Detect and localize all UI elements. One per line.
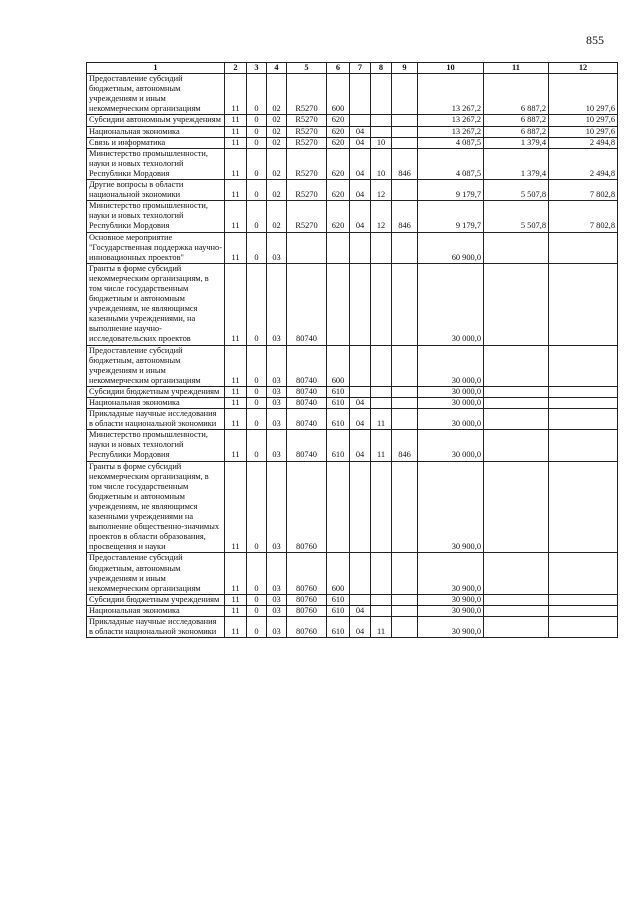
amount-col-11: 6 887,2 bbox=[484, 115, 549, 126]
section-code: 11 bbox=[225, 201, 247, 232]
subprogram-code: 0 bbox=[247, 430, 267, 461]
activity-code: 03 bbox=[267, 232, 287, 263]
expense-type-code: 600 bbox=[327, 74, 350, 115]
page-number: 855 bbox=[586, 33, 604, 47]
ministry-code bbox=[392, 74, 418, 115]
amount-col-10: 30 000,0 bbox=[418, 345, 484, 386]
column-header: 8 bbox=[371, 63, 392, 74]
subprogram-code: 0 bbox=[247, 137, 267, 148]
table-row bbox=[87, 263, 618, 345]
ministry-code bbox=[392, 605, 418, 616]
column-header: 5 bbox=[287, 63, 327, 74]
subprogram-code: 0 bbox=[247, 616, 267, 637]
ministry-code bbox=[392, 345, 418, 386]
activity-code: 02 bbox=[267, 180, 287, 201]
table-row bbox=[87, 345, 618, 386]
subdivision-code: 12 bbox=[371, 180, 392, 201]
division-code: 04 bbox=[350, 201, 371, 232]
row-name: Гранты в форме субсидий некоммерческим организациям, в том числе государственным бюджетным и автономным учреждениям, не являющимся казенными учреждениями, на выполнение научно-исследовательских проектов bbox=[87, 263, 225, 345]
amount-col-10: 30 000,0 bbox=[418, 263, 484, 345]
subdivision-code bbox=[371, 74, 392, 115]
section-code: 11 bbox=[225, 553, 247, 594]
table-row bbox=[87, 461, 618, 553]
amount-col-10: 4 087,5 bbox=[418, 137, 484, 148]
row-name: Предоставление субсидий бюджетным, автономным учреждениям и иным некоммерческим организациям bbox=[87, 74, 225, 115]
subprogram-code: 0 bbox=[247, 232, 267, 263]
column-header: 2 bbox=[225, 63, 247, 74]
row-name: Национальная экономика bbox=[87, 605, 225, 616]
budget-table bbox=[86, 62, 618, 638]
target-code: 80760 bbox=[287, 605, 327, 616]
activity-code: 02 bbox=[267, 74, 287, 115]
division-code: 04 bbox=[350, 605, 371, 616]
ministry-code bbox=[392, 126, 418, 137]
target-code: R5270 bbox=[287, 137, 327, 148]
expense-type-code: 600 bbox=[327, 553, 350, 594]
expense-type-code: 610 bbox=[327, 616, 350, 637]
expense-type-code: 620 bbox=[327, 148, 350, 179]
section-code: 11 bbox=[225, 263, 247, 345]
table-row bbox=[87, 232, 618, 263]
section-code: 11 bbox=[225, 605, 247, 616]
division-code bbox=[350, 74, 371, 115]
section-code: 11 bbox=[225, 74, 247, 115]
table-row bbox=[87, 553, 618, 594]
subdivision-code bbox=[371, 115, 392, 126]
subprogram-code: 0 bbox=[247, 201, 267, 232]
column-header: 11 bbox=[484, 63, 549, 74]
table-row bbox=[87, 409, 618, 430]
ministry-code bbox=[392, 115, 418, 126]
amount-col-10: 30 900,0 bbox=[418, 594, 484, 605]
amount-col-11: 6 887,2 bbox=[484, 126, 549, 137]
division-code bbox=[350, 386, 371, 397]
table-row bbox=[87, 594, 618, 605]
section-code: 11 bbox=[225, 409, 247, 430]
table-row bbox=[87, 148, 618, 179]
section-code: 11 bbox=[225, 398, 247, 409]
subdivision-code bbox=[371, 386, 392, 397]
division-code: 04 bbox=[350, 126, 371, 137]
expense-type-code: 610 bbox=[327, 398, 350, 409]
ministry-code bbox=[392, 461, 418, 553]
target-code: 80740 bbox=[287, 386, 327, 397]
amount-col-11: 5 507,8 bbox=[484, 180, 549, 201]
subprogram-code: 0 bbox=[247, 126, 267, 137]
division-code bbox=[350, 553, 371, 594]
amount-col-10: 13 267,2 bbox=[418, 126, 484, 137]
table-row bbox=[87, 180, 618, 201]
column-header: 1 bbox=[87, 63, 225, 74]
expense-type-code: 610 bbox=[327, 430, 350, 461]
amount-col-12: 10 297,6 bbox=[549, 74, 618, 115]
section-code: 11 bbox=[225, 115, 247, 126]
section-code: 11 bbox=[225, 137, 247, 148]
subprogram-code: 0 bbox=[247, 148, 267, 179]
expense-type-code bbox=[327, 232, 350, 263]
activity-code: 03 bbox=[267, 409, 287, 430]
subdivision-code: 12 bbox=[371, 201, 392, 232]
activity-code: 03 bbox=[267, 605, 287, 616]
amount-col-10: 30 000,0 bbox=[418, 386, 484, 397]
ministry-code bbox=[392, 232, 418, 263]
row-name: Национальная экономика bbox=[87, 398, 225, 409]
column-header: 3 bbox=[247, 63, 267, 74]
ministry-code bbox=[392, 553, 418, 594]
activity-code: 03 bbox=[267, 594, 287, 605]
amount-col-10: 9 179,7 bbox=[418, 180, 484, 201]
amount-col-11 bbox=[484, 409, 549, 430]
row-name: Прикладные научные исследования в области национальной экономики bbox=[87, 409, 225, 430]
subdivision-code bbox=[371, 126, 392, 137]
row-name: Министерство промышленности, науки и новых технологий Республики Мордовия bbox=[87, 201, 225, 232]
subdivision-code bbox=[371, 263, 392, 345]
row-name: Министерство промышленности, науки и новых технологий Республики Мордовия bbox=[87, 148, 225, 179]
ministry-code bbox=[392, 263, 418, 345]
amount-col-10: 60 900,0 bbox=[418, 232, 484, 263]
table-row bbox=[87, 616, 618, 637]
amount-col-11 bbox=[484, 594, 549, 605]
subprogram-code: 0 bbox=[247, 605, 267, 616]
section-code: 11 bbox=[225, 345, 247, 386]
expense-type-code: 600 bbox=[327, 345, 350, 386]
ministry-code bbox=[392, 137, 418, 148]
expense-type-code: 610 bbox=[327, 386, 350, 397]
subprogram-code: 0 bbox=[247, 409, 267, 430]
target-code bbox=[287, 232, 327, 263]
amount-col-10: 30 900,0 bbox=[418, 461, 484, 553]
target-code: 80740 bbox=[287, 345, 327, 386]
activity-code: 03 bbox=[267, 553, 287, 594]
division-code: 04 bbox=[350, 148, 371, 179]
amount-col-10: 30 900,0 bbox=[418, 605, 484, 616]
activity-code: 03 bbox=[267, 398, 287, 409]
activity-code: 03 bbox=[267, 345, 287, 386]
amount-col-11: 5 507,8 bbox=[484, 201, 549, 232]
amount-col-12 bbox=[549, 594, 618, 605]
subprogram-code: 0 bbox=[247, 553, 267, 594]
division-code: 04 bbox=[350, 430, 371, 461]
amount-col-12 bbox=[549, 386, 618, 397]
table-row bbox=[87, 386, 618, 397]
division-code: 04 bbox=[350, 409, 371, 430]
subprogram-code: 0 bbox=[247, 74, 267, 115]
division-code: 04 bbox=[350, 616, 371, 637]
column-header: 4 bbox=[267, 63, 287, 74]
amount-col-10: 30 900,0 bbox=[418, 616, 484, 637]
amount-col-11 bbox=[484, 398, 549, 409]
ministry-code bbox=[392, 398, 418, 409]
amount-col-12 bbox=[549, 616, 618, 637]
column-header: 12 bbox=[549, 63, 618, 74]
row-name: Субсидии бюджетным учреждениям bbox=[87, 594, 225, 605]
amount-col-10: 30 000,0 bbox=[418, 409, 484, 430]
amount-col-12: 10 297,6 bbox=[549, 126, 618, 137]
amount-col-12 bbox=[549, 409, 618, 430]
target-code: 80760 bbox=[287, 594, 327, 605]
amount-col-11 bbox=[484, 553, 549, 594]
table-row bbox=[87, 201, 618, 232]
ministry-code bbox=[392, 409, 418, 430]
division-code bbox=[350, 263, 371, 345]
column-header: 10 bbox=[418, 63, 484, 74]
row-name: Связь и информатика bbox=[87, 137, 225, 148]
amount-col-10: 4 087,5 bbox=[418, 148, 484, 179]
amount-col-12 bbox=[549, 430, 618, 461]
activity-code: 03 bbox=[267, 386, 287, 397]
ministry-code bbox=[392, 386, 418, 397]
subdivision-code: 11 bbox=[371, 409, 392, 430]
target-code: R5270 bbox=[287, 74, 327, 115]
table-row bbox=[87, 137, 618, 148]
target-code: R5270 bbox=[287, 201, 327, 232]
subprogram-code: 0 bbox=[247, 461, 267, 553]
ministry-code: 846 bbox=[392, 148, 418, 179]
subprogram-code: 0 bbox=[247, 345, 267, 386]
expense-type-code: 620 bbox=[327, 201, 350, 232]
activity-code: 02 bbox=[267, 137, 287, 148]
table-row bbox=[87, 605, 618, 616]
activity-code: 02 bbox=[267, 201, 287, 232]
subprogram-code: 0 bbox=[247, 398, 267, 409]
amount-col-11: 6 887,2 bbox=[484, 74, 549, 115]
amount-col-11 bbox=[484, 430, 549, 461]
header-row bbox=[87, 63, 618, 74]
amount-col-12 bbox=[549, 263, 618, 345]
expense-type-code bbox=[327, 263, 350, 345]
ministry-code: 846 bbox=[392, 201, 418, 232]
target-code: 80760 bbox=[287, 461, 327, 553]
subdivision-code bbox=[371, 398, 392, 409]
amount-col-11 bbox=[484, 461, 549, 553]
amount-col-10: 9 179,7 bbox=[418, 201, 484, 232]
table-row bbox=[87, 115, 618, 126]
expense-type-code: 610 bbox=[327, 409, 350, 430]
subdivision-code bbox=[371, 345, 392, 386]
target-code: R5270 bbox=[287, 126, 327, 137]
row-name: Субсидии бюджетным учреждениям bbox=[87, 386, 225, 397]
section-code: 11 bbox=[225, 616, 247, 637]
table-row bbox=[87, 126, 618, 137]
amount-col-11 bbox=[484, 605, 549, 616]
amount-col-12: 2 494,8 bbox=[549, 137, 618, 148]
section-code: 11 bbox=[225, 461, 247, 553]
ministry-code: 846 bbox=[392, 430, 418, 461]
division-code: 04 bbox=[350, 398, 371, 409]
amount-col-10: 30 900,0 bbox=[418, 553, 484, 594]
division-code: 04 bbox=[350, 180, 371, 201]
expense-type-code: 610 bbox=[327, 594, 350, 605]
row-name: Гранты в форме субсидий некоммерческим организациям, в том числе государственным бюджетным и автономным учреждениям, не являющимся казенными учреждениями на выполнение общественно-значимых проектов в области образования, просвещения и науки bbox=[87, 461, 225, 553]
table-row bbox=[87, 430, 618, 461]
row-name: Другие вопросы в области национальной экономики bbox=[87, 180, 225, 201]
subprogram-code: 0 bbox=[247, 386, 267, 397]
row-name: Предоставление субсидий бюджетным, автономным учреждениям и иным некоммерческим организациям bbox=[87, 553, 225, 594]
section-code: 11 bbox=[225, 386, 247, 397]
subprogram-code: 0 bbox=[247, 263, 267, 345]
activity-code: 02 bbox=[267, 126, 287, 137]
target-code: 80760 bbox=[287, 616, 327, 637]
amount-col-11 bbox=[484, 232, 549, 263]
division-code bbox=[350, 345, 371, 386]
amount-col-10: 13 267,2 bbox=[418, 74, 484, 115]
amount-col-12 bbox=[549, 398, 618, 409]
amount-col-11: 1 379,4 bbox=[484, 137, 549, 148]
division-code bbox=[350, 594, 371, 605]
division-code bbox=[350, 461, 371, 553]
section-code: 11 bbox=[225, 148, 247, 179]
subprogram-code: 0 bbox=[247, 180, 267, 201]
activity-code: 03 bbox=[267, 430, 287, 461]
amount-col-12 bbox=[549, 461, 618, 553]
row-name: Основное мероприятие "Государственная поддержка научно-инновационных проектов" bbox=[87, 232, 225, 263]
expense-type-code: 620 bbox=[327, 180, 350, 201]
amount-col-11: 1 379,4 bbox=[484, 148, 549, 179]
amount-col-11 bbox=[484, 345, 549, 386]
row-name: Министерство промышленности, науки и новых технологий Республики Мордовия bbox=[87, 430, 225, 461]
amount-col-11 bbox=[484, 616, 549, 637]
subdivision-code: 10 bbox=[371, 148, 392, 179]
row-name: Субсидии автономным учреждениям bbox=[87, 115, 225, 126]
subdivision-code bbox=[371, 605, 392, 616]
expense-type-code: 620 bbox=[327, 126, 350, 137]
expense-type-code: 620 bbox=[327, 137, 350, 148]
section-code: 11 bbox=[225, 126, 247, 137]
amount-col-11 bbox=[484, 263, 549, 345]
section-code: 11 bbox=[225, 180, 247, 201]
activity-code: 03 bbox=[267, 616, 287, 637]
subdivision-code: 11 bbox=[371, 430, 392, 461]
target-code: 80740 bbox=[287, 398, 327, 409]
amount-col-12: 7 802,8 bbox=[549, 180, 618, 201]
subdivision-code bbox=[371, 594, 392, 605]
subdivision-code bbox=[371, 232, 392, 263]
subdivision-code bbox=[371, 553, 392, 594]
column-header: 6 bbox=[327, 63, 350, 74]
expense-type-code bbox=[327, 461, 350, 553]
row-name: Национальная экономика bbox=[87, 126, 225, 137]
expense-type-code: 620 bbox=[327, 115, 350, 126]
amount-col-12: 7 802,8 bbox=[549, 201, 618, 232]
subdivision-code: 10 bbox=[371, 137, 392, 148]
activity-code: 03 bbox=[267, 461, 287, 553]
subdivision-code: 11 bbox=[371, 616, 392, 637]
target-code: 80740 bbox=[287, 409, 327, 430]
activity-code: 03 bbox=[267, 263, 287, 345]
amount-col-10: 30 000,0 bbox=[418, 398, 484, 409]
column-header: 9 bbox=[392, 63, 418, 74]
activity-code: 02 bbox=[267, 115, 287, 126]
table-row bbox=[87, 398, 618, 409]
division-code bbox=[350, 115, 371, 126]
target-code: 80740 bbox=[287, 263, 327, 345]
column-header: 7 bbox=[350, 63, 371, 74]
target-code: R5270 bbox=[287, 148, 327, 179]
amount-col-12 bbox=[549, 605, 618, 616]
division-code: 04 bbox=[350, 137, 371, 148]
table-row bbox=[87, 74, 618, 115]
ministry-code bbox=[392, 180, 418, 201]
amount-col-10: 30 000,0 bbox=[418, 430, 484, 461]
amount-col-12: 2 494,8 bbox=[549, 148, 618, 179]
division-code bbox=[350, 232, 371, 263]
amount-col-12 bbox=[549, 553, 618, 594]
ministry-code bbox=[392, 594, 418, 605]
amount-col-10: 13 267,2 bbox=[418, 115, 484, 126]
section-code: 11 bbox=[225, 430, 247, 461]
row-name: Прикладные научные исследования в области национальной экономики bbox=[87, 616, 225, 637]
subdivision-code bbox=[371, 461, 392, 553]
target-code: 80760 bbox=[287, 553, 327, 594]
amount-col-12 bbox=[549, 345, 618, 386]
row-name: Предоставление субсидий бюджетным, автономным учреждениям и иным некоммерческим организациям bbox=[87, 345, 225, 386]
amount-col-12: 10 297,6 bbox=[549, 115, 618, 126]
amount-col-12 bbox=[549, 232, 618, 263]
section-code: 11 bbox=[225, 232, 247, 263]
activity-code: 02 bbox=[267, 148, 287, 179]
subprogram-code: 0 bbox=[247, 594, 267, 605]
subprogram-code: 0 bbox=[247, 115, 267, 126]
amount-col-11 bbox=[484, 386, 549, 397]
target-code: R5270 bbox=[287, 180, 327, 201]
section-code: 11 bbox=[225, 594, 247, 605]
target-code: 80740 bbox=[287, 430, 327, 461]
ministry-code bbox=[392, 616, 418, 637]
expense-type-code: 610 bbox=[327, 605, 350, 616]
target-code: R5270 bbox=[287, 115, 327, 126]
